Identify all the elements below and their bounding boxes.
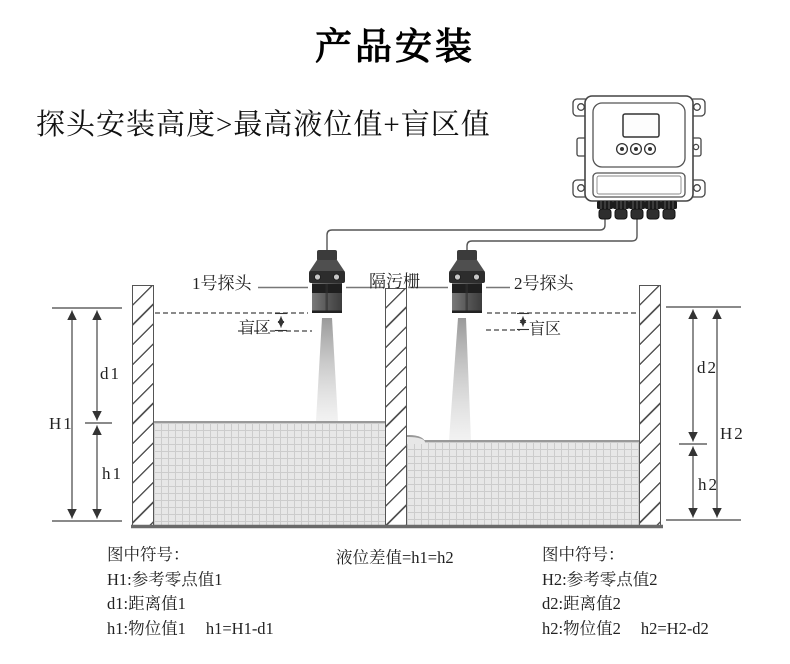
probe1-sensor	[309, 250, 345, 313]
separation-grid-label: 隔污栅	[369, 272, 420, 291]
dim-label-h1: h1	[102, 464, 123, 483]
controller-device	[563, 86, 715, 226]
legend-right-heading: 图中符号：	[542, 545, 625, 564]
dim-label-H2: H2	[720, 424, 745, 443]
legend-right-line1: H2:参考零点值2	[542, 569, 658, 589]
legend-right-line3	[542, 617, 709, 642]
legend-left-line3b: h1=H1-d1	[205, 618, 274, 638]
controller-buttons	[617, 144, 656, 155]
legend-left-line3	[107, 617, 274, 642]
legend-right-line3b: h2=H2-d2	[640, 618, 709, 638]
probe1-ultrasonic-beam	[316, 318, 338, 421]
dim-label-d1: d1	[100, 364, 121, 383]
probe2-ultrasonic-beam	[449, 318, 471, 440]
probe2-label: 2号探头	[514, 274, 574, 293]
page-title: 产品安装	[315, 26, 475, 67]
blind-zone-arrows	[275, 314, 529, 331]
dim-label-H1: H1	[49, 414, 74, 433]
cable-glands	[597, 201, 677, 219]
level-difference-formula: 液位差值=h1=h2	[336, 548, 454, 567]
legend-right-line2: d2:距离值2	[542, 594, 621, 613]
installation-rule-text: 探头安装高度>最高液位值+盲区值	[36, 109, 491, 141]
legend-left-heading: 图中符号：	[107, 545, 190, 564]
legend-left-line3a: h1:物位值1	[107, 618, 186, 638]
probe1-label: 1号探头	[192, 274, 252, 293]
dim-label-d2: d2	[697, 358, 718, 377]
probe2-sensor	[449, 250, 485, 313]
blind-zone-dashed-lines	[155, 313, 637, 331]
dim-label-h2: h2	[698, 475, 719, 494]
legend-left	[107, 543, 274, 641]
legend-left-line2: d1:距离值1	[107, 594, 186, 613]
legend-right	[542, 543, 709, 641]
legend-right-line3a: h2:物位值2	[542, 618, 621, 638]
blind-zone-label-left: 盲区	[239, 320, 272, 337]
controller-lower-panel-inner	[597, 176, 681, 194]
legend-left-line1: H1:参考零点值1	[107, 569, 223, 589]
blind-zone-label-right: 盲区	[529, 321, 562, 338]
controller-display	[623, 114, 659, 137]
